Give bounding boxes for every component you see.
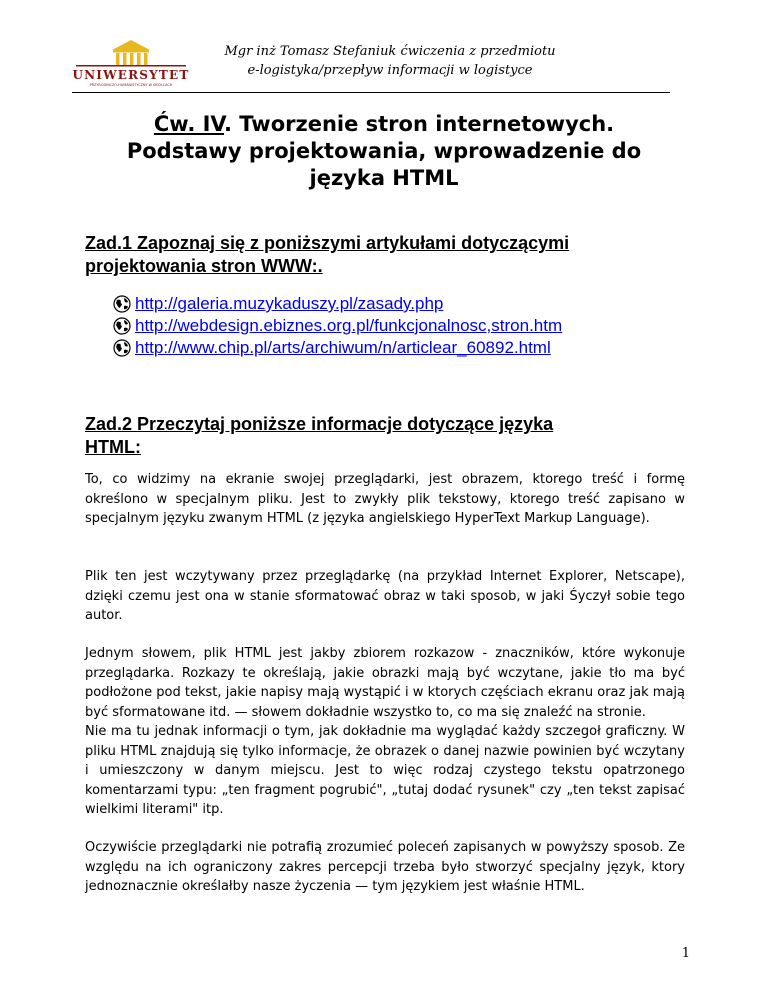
university-logo xyxy=(72,38,190,90)
header-line-2: e-logistyka/przepływ informacji w logistyce xyxy=(247,63,533,78)
paragraph-5: Oczywiście przeglądarki nie potrafią zrozumieć poleceń zapisanych w powyższy sposob. Ze względu na ich ograniczony zakres percepcji trzeba było stworzyć specjalny język, ktory jednoznacznie określałby nasze życzenia — tym językiem jest właśnie HTML. xyxy=(85,840,685,894)
list-item xyxy=(113,337,713,359)
title-exercise-number: Ćw. IV xyxy=(153,112,224,136)
article-link-1[interactable]: http://galeria.muzykaduszy.pl/zasady.php xyxy=(135,294,444,313)
header-line-1: Mgr inż Tomasz Stefaniuk ćwiczenia z przedmiotu xyxy=(224,44,556,59)
page-number: 1 xyxy=(681,946,690,961)
globe-icon xyxy=(113,339,131,357)
task-2-heading-line-2: HTML: xyxy=(85,437,141,457)
list-item xyxy=(113,315,713,337)
title-line-2: Podstawy projektowania, wprowadzenie do xyxy=(126,139,642,163)
university-building-icon xyxy=(72,38,190,70)
globe-icon xyxy=(113,317,131,335)
document-title xyxy=(72,111,696,192)
link-list xyxy=(113,293,713,359)
task-1-heading-line-2: projektowania stron WWW:. xyxy=(85,256,323,276)
page-header xyxy=(210,42,570,80)
list-item xyxy=(113,293,713,315)
task-1-heading-line-1: Zad.1 Zapoznaj się z poniższymi artykułami dotyczącymi xyxy=(85,233,570,253)
article-link-3[interactable]: http://www.chip.pl/arts/archiwum/n/articlear_60892.html xyxy=(135,338,551,357)
logo-subtitle: PRZYRODNICZO-HUMANISTYCZNY W SIEDLCACH xyxy=(89,83,173,87)
title-line-3: języka HTML xyxy=(309,166,459,190)
article-link-2[interactable]: http://webdesign.ebiznes.org.pl/funkcjonalnosc,stron.htm xyxy=(135,316,563,335)
paragraph-2: Plik ten jest wczytywany przez przeglądarkę (na przykład Internet Explorer, Netscape), dzięki czemu jest ona w stanie sformatować obraz w taki sposob, w jaki Śyczył sobie tego autor. xyxy=(85,569,685,623)
logo-wordmark: UNIWERSYTET xyxy=(72,68,190,82)
paragraph-3: Jednym słowem, plik HTML jest jakby zbiorem rozkazow - znaczników, które wykonuje przeglądarka. Rozkazy te określają, jakie obrazki mają być wczytane, jakie tło ma być podłożone pod tekst, jakie napisy mają wystąpić i w ktorych częściach ekranu oraz jak mają być sformatowane itd. — słowem dokładnie wszystko to, co ma się znaleźć na stronie. xyxy=(85,646,685,720)
paragraph-1: To, co widzimy na ekranie swojej przeglądarki, jest obrazem, ktorego treść i formę określono w specjalnym pliku. Jest to zwykły plik tekstowy, ktorego treść zapisano w specjalnym języku zwanym HTML (z języka angielskiego HyperText Markup Language). xyxy=(85,472,685,526)
title-line-1: . Tworzenie stron internetowych. xyxy=(223,112,615,136)
header-divider xyxy=(72,92,670,93)
globe-icon xyxy=(113,295,131,313)
task-2-heading xyxy=(85,413,685,459)
task-1-heading xyxy=(85,232,685,278)
task-2-heading-line-1: Zad.2 Przeczytaj poniższe informacje dotyczące języka xyxy=(85,414,554,434)
paragraph-4: Nie ma tu jednak informacji o tym, jak dokładnie ma wyglądać każdy szczegoł graficzny. W pliku HTML znajdują się tylko informacje, że obrazek o danej nazwie powinien być wczytany i umieszczony w danym miejscu. Jest to więc rodzaj czystego tekstu opatrzonego komentarzami typu: „ten fragment pogrubić", „tutaj dodać rysunek" czy „ten tekst zapisać wielkimi literami" itp. xyxy=(85,724,685,817)
